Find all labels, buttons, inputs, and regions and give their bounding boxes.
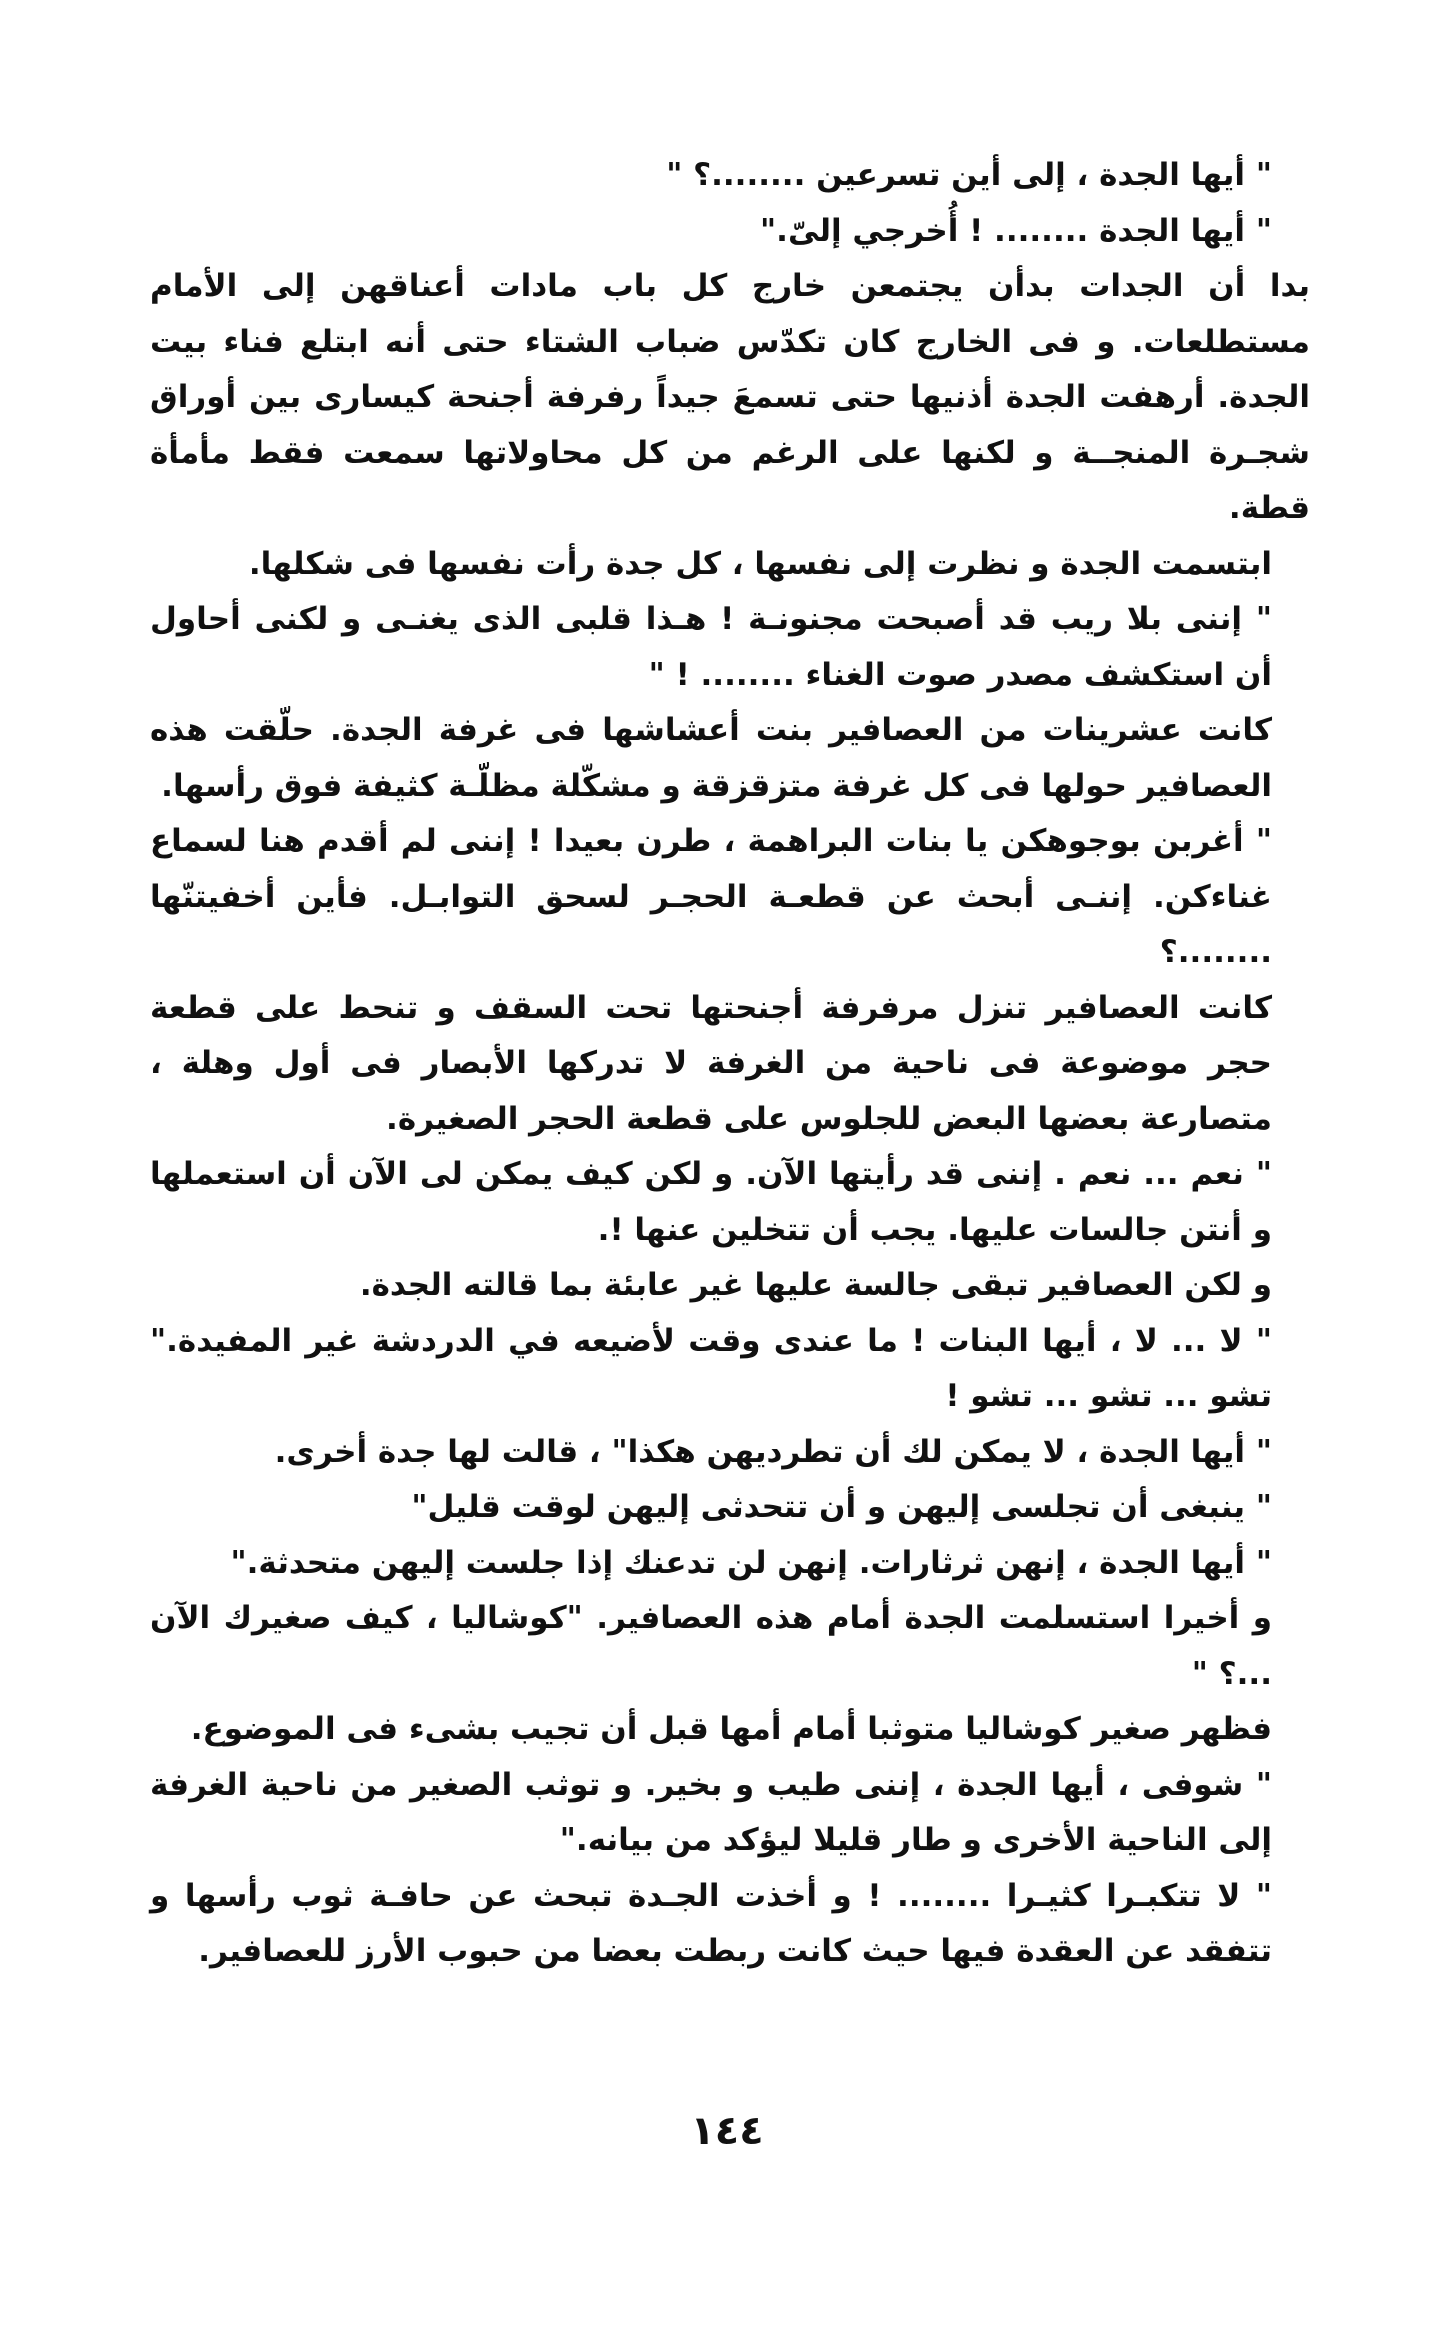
paragraph: " ينبغى أن تجلسى إليهن و أن تتحدثى إليهن لوقت قليل" bbox=[411, 1489, 1272, 1525]
paragraph: " لا ... لا ، أيها البنات ! ما عندى وقت لأضيعه في الدردشة غير المفيدة." تشو ... تشو ... تشو ! bbox=[150, 1322, 1272, 1414]
page-body-text bbox=[150, 148, 1310, 1980]
paragraph: " لا تتكبـرا كثيـرا ........ ! و أخذت الجـدة تبحث عن حافـة ثوب رأسها و تتفقد عن العقدة فيها حيث كانت ربطت بعضا من حبوب الأرز للعصافير. bbox=[150, 1877, 1272, 1969]
paragraph: و لكن العصافير تبقى جالسة عليها غير عابئة بما قالته الجدة. bbox=[359, 1267, 1272, 1303]
paragraph: " إننى بلا ريب قد أصبحت مجنونـة ! هـذا قلبى الذى يغنـى و لكنى أحاول أن استكشف مصدر صوت الغناء ........ ! " bbox=[150, 601, 1272, 693]
paragraph: " نعم ... نعم . إننى قد رأيتها الآن. و لكن كيف يمكن لى الآن أن استعملها و أنتن جالسات عليها. يجب أن تتخلين عنها !. bbox=[150, 1156, 1272, 1248]
paragraph: بدا أن الجدات بدأن يجتمعن خارج كل باب مادات أعناقهن إلى الأمام مستطلعات. و فى الخارج كان تكدّس ضباب الشتاء حتى أنه ابتلع فناء بيت الجدة. أرهفت الجدة أذنيها حتى تسمعَ جيداً رفرفة أجنحة كيسارى بين أوراق شجـرة المنجــة و لكنها على الرغم من كل محاولاتها سمعت فقط مأمأة قطة. bbox=[150, 268, 1310, 526]
paragraph: فظهر صغير كوشاليا متوثبا أمام أمها قبل أن تجيب بشىء فى الموضوع. bbox=[190, 1711, 1272, 1747]
paragraph: " أيها الجدة ........ ! أُخرجي إلىّ." bbox=[760, 212, 1272, 249]
paragraph: " أغربن بوجوهكن يا بنات البراهمة ، طرن بعيدا ! إننى لم أقدم هنا لسماع غناءكن. إننـى أبحث عن قطعـة الحجـر لسحق التوابـل. فأين أخفيتنّها ........؟ bbox=[150, 823, 1272, 970]
paragraph: " شوفى ، أيها الجدة ، إننى طيب و بخير. و توثب الصغير من ناحية الغرفة إلى الناحية الأخرى و طار قليلا ليؤكد من بيانه." bbox=[150, 1766, 1272, 1858]
paragraph: و أخيرا استسلمت الجدة أمام هذه العصافير. "كوشاليا ، كيف صغيرك الآن ...؟ " bbox=[150, 1600, 1272, 1692]
paragraph: ابتسمت الجدة و نظرت إلى نفسها ، كل جدة رأت نفسها فى شكلها. bbox=[248, 545, 1272, 582]
paragraph: " أيها الجدة ، لا يمكن لك أن تطرديهن هكذا" ، قالت لها جدة أخرى. bbox=[274, 1433, 1272, 1470]
paragraph: " أيها الجدة ، إلى أين تسرعين ........؟ " bbox=[666, 157, 1272, 193]
paragraph: " أيها الجدة ، إنهن ثرثارات. إنهن لن تدعنك إذا جلست إليهن متحدثة." bbox=[230, 1544, 1272, 1581]
paragraph: كانت العصافير تنزل مرفرفة أجنحتها تحت السقف و تنحط على قطعة حجر موضوعة فى ناحية من الغرفة لا تدركها الأبصار فى أول وهلة ، متصارعة بعضها البعض للجلوس على قطعة الحجر الصغيرة. bbox=[150, 989, 1272, 1137]
paragraph: كانت عشرينات من العصافير بنت أعشاشها فى غرفة الجدة. حلّقت هذه العصافير حولها فى كل غرفة متزقزقة و مشكّلة مظلّـة كثيفة فوق رأسها. bbox=[150, 712, 1272, 804]
page-number: ١٤٤ bbox=[690, 2108, 764, 2154]
